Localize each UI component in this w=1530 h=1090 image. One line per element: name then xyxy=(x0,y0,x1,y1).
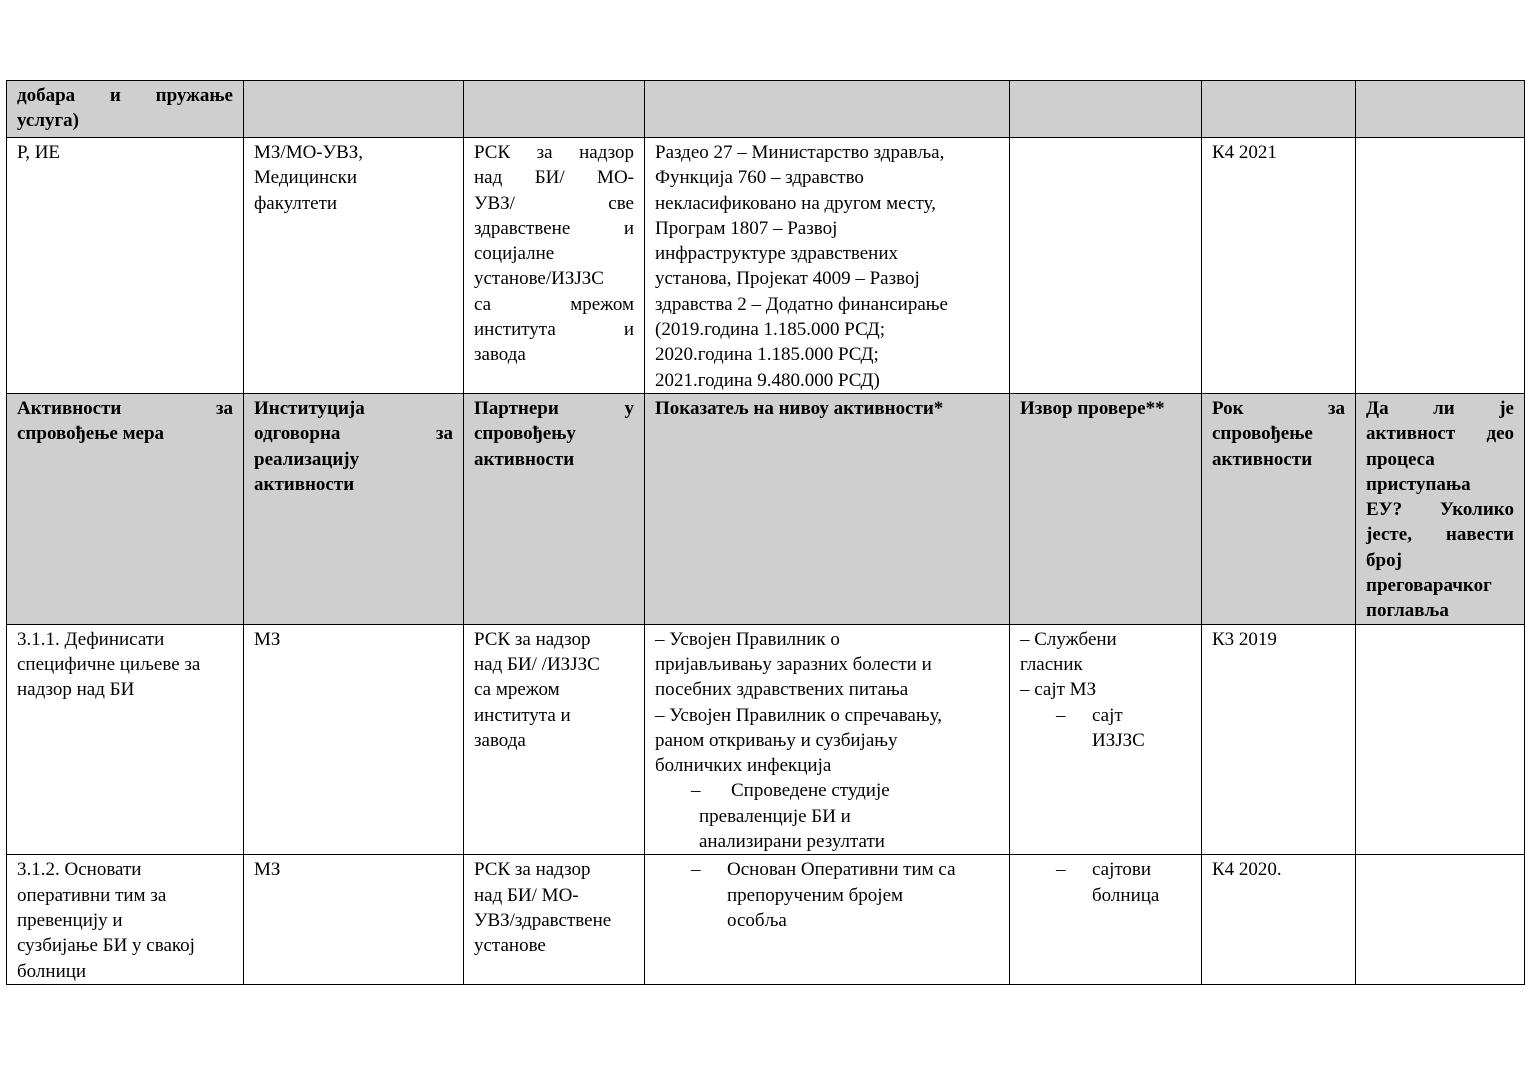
cell-verification-source xyxy=(1010,855,1202,984)
dash-bullet: – xyxy=(691,859,701,881)
bullet-item xyxy=(655,778,999,803)
text-line: – Службени xyxy=(1020,628,1117,650)
cell-responsible xyxy=(244,855,464,984)
table-row-activity xyxy=(7,624,1525,855)
cell-empty xyxy=(1010,81,1202,138)
text-line: завода xyxy=(474,344,526,366)
cell-deadline xyxy=(1202,138,1356,394)
text-line: завода xyxy=(474,729,526,751)
cell-measure-continuation xyxy=(7,81,244,138)
header-partners xyxy=(464,393,645,624)
cell-empty xyxy=(1356,138,1525,394)
activities-table xyxy=(6,80,1525,985)
table-row-continuation xyxy=(7,81,1525,138)
cell-empty xyxy=(1356,81,1525,138)
cell-partners xyxy=(464,624,645,855)
text-line: анализирани резултати xyxy=(699,831,885,853)
text-line: болница xyxy=(1092,884,1160,906)
text-line: установе xyxy=(474,935,546,957)
text-line: (2019.година 1.185.000 РСД; xyxy=(655,319,886,341)
text-line: МЗ xyxy=(254,859,281,881)
text-line: активности xyxy=(1212,448,1313,470)
bullet-item xyxy=(1020,857,1191,882)
text-line: Функција 760 – здравство xyxy=(655,167,864,189)
text-line: реализацију xyxy=(254,448,360,470)
text-line: спровођење xyxy=(1212,423,1313,445)
cell-empty xyxy=(645,81,1010,138)
text-line: посебних здравствених питања xyxy=(655,679,909,701)
cell-indicator xyxy=(645,855,1010,984)
cell-deadline xyxy=(1202,624,1356,855)
text-line: Спроведене студије xyxy=(731,780,890,802)
text-line: К4 2021 xyxy=(1212,142,1277,163)
text-line: МЗ xyxy=(254,628,281,650)
text-line: ЕУ? Уколико xyxy=(1366,499,1514,521)
bullet-item xyxy=(1020,703,1191,728)
cell-empty xyxy=(1356,855,1525,984)
text-line: болници xyxy=(17,960,87,982)
text-line: РСК за надзор xyxy=(474,142,634,163)
text-line: института и xyxy=(474,704,571,726)
dash-bullet: – xyxy=(1056,704,1066,726)
text-line: преговарачког xyxy=(1366,575,1492,597)
text-line: РСК за надзор xyxy=(474,859,591,881)
header-institution xyxy=(244,393,464,624)
header-eu-accession xyxy=(1356,393,1525,624)
text-line: активности xyxy=(254,473,355,495)
text-line: спровођење мера xyxy=(17,423,165,445)
text-line: раном откривању и сузбијању xyxy=(655,729,898,751)
text-line: специфичне циљеве за xyxy=(17,653,201,675)
text-line: над БИ/ МО- xyxy=(474,167,634,189)
text-line: превенцију и xyxy=(17,909,123,931)
text-line: јесте, навести xyxy=(1366,524,1514,546)
text-line: Програм 1807 – Развој xyxy=(655,217,838,239)
cell-empty xyxy=(1202,81,1356,138)
text-line: надзор над БИ xyxy=(17,679,135,701)
text-line: са мрежом xyxy=(474,679,560,701)
text-line: препорученим бројем xyxy=(727,884,904,906)
cell-activity xyxy=(7,624,244,855)
text-line: сајтови xyxy=(1092,859,1152,881)
text-line: 2021.година 9.480.000 РСД) xyxy=(655,369,880,391)
text-line: приступања xyxy=(1366,473,1471,495)
text-line: поглавља xyxy=(1366,600,1449,622)
text-line: Институција xyxy=(254,397,365,419)
table-row-measure xyxy=(7,138,1525,394)
text-line: МЗ/МО-УВЗ, xyxy=(254,142,364,163)
dash-bullet: – xyxy=(691,780,701,802)
cell-empty xyxy=(464,81,645,138)
cell-partners xyxy=(464,138,645,394)
header-verification-source xyxy=(1010,393,1202,624)
table-row-activity xyxy=(7,855,1525,984)
text-line: над БИ/ МО- xyxy=(474,884,579,906)
text-line: процеса xyxy=(1366,448,1435,470)
text-line: инфраструктуре здравствених xyxy=(655,243,899,265)
cell-verification-source xyxy=(1010,624,1202,855)
text-line: социјалне xyxy=(474,243,555,265)
cell-financing xyxy=(645,138,1010,394)
text-line: сајт xyxy=(1092,704,1123,726)
cell-empty xyxy=(1010,138,1202,394)
text-line: Медицински xyxy=(254,167,357,189)
text-line: Р, ИЕ xyxy=(17,142,61,163)
text-line: оперативни тим за xyxy=(17,884,167,906)
text-line: Раздео 27 – Министарство здравља, xyxy=(655,142,945,163)
text-line: активности xyxy=(474,448,575,470)
text-line: 2020.година 1.185.000 РСД; xyxy=(655,344,879,366)
text-line: К3 2019 xyxy=(1212,628,1277,650)
text-line: РСК за надзор xyxy=(474,628,591,650)
text-line: Извор провере** xyxy=(1020,397,1165,419)
text-line: гласник xyxy=(1020,653,1083,675)
text-line: сузбијање БИ у свакој xyxy=(17,935,195,957)
header-deadline xyxy=(1202,393,1356,624)
table-header-row xyxy=(7,393,1525,624)
text-line: Показатељ на нивоу активности* xyxy=(655,397,944,419)
text-line: спровођењу xyxy=(474,423,576,445)
text-line: над БИ/ /ИЗЈЗС xyxy=(474,653,600,675)
cell-deadline xyxy=(1202,855,1356,984)
text-line: установе/ИЗЈЗС xyxy=(474,268,604,290)
text-line: здравства 2 – Додатно финансирање xyxy=(655,293,948,315)
bullet-item xyxy=(655,857,999,882)
text-line: 3.1.1. Дефинисати xyxy=(17,628,165,650)
header-activities xyxy=(7,393,244,624)
text-line: – Усвојен Правилник о спречавању, xyxy=(655,704,942,726)
text-line: са мрежом xyxy=(474,293,634,315)
cell-measure-type xyxy=(7,138,244,394)
text-line: УВЗ/здравствене xyxy=(474,909,612,931)
text-line: Рок за xyxy=(1212,397,1345,419)
text-line: пријављивању заразних болести и xyxy=(655,653,932,675)
text-line: услуга) xyxy=(17,110,79,132)
text-line: УВЗ/ све xyxy=(474,192,634,214)
text-line: одговорна за xyxy=(254,423,453,445)
cell-responsible xyxy=(244,138,464,394)
header-indicator xyxy=(645,393,1010,624)
text-line: К4 2020. xyxy=(1212,859,1282,881)
text-line: Да ли је xyxy=(1366,397,1514,419)
text-line: Активности за xyxy=(17,397,233,419)
cell-partners xyxy=(464,855,645,984)
text-line: Основан Оперативни тим са xyxy=(727,859,956,881)
text-line: активност део xyxy=(1366,423,1514,445)
text-line: института и xyxy=(474,319,634,341)
text-line: преваленције БИ и xyxy=(699,805,851,827)
text-line: – сајт МЗ xyxy=(1020,679,1097,701)
dash-bullet: – xyxy=(1056,859,1066,881)
cell-empty xyxy=(244,81,464,138)
text-line: некласификовано на другом месту, xyxy=(655,192,936,214)
cell-responsible xyxy=(244,624,464,855)
text-line: факултети xyxy=(254,192,338,214)
text-line: добара и пружање xyxy=(17,85,233,106)
text-line: особља xyxy=(727,909,787,931)
cell-activity xyxy=(7,855,244,984)
cell-empty xyxy=(1356,624,1525,855)
text-line: болничких инфекција xyxy=(655,755,832,777)
text-line: Партнери у xyxy=(474,397,634,419)
text-line: ИЗЈЗС xyxy=(1092,729,1145,751)
text-line: установа, Пројекат 4009 – Развој xyxy=(655,268,920,290)
text-line: – Усвојен Правилник о xyxy=(655,628,840,650)
text-line: здравствене и xyxy=(474,217,634,239)
cell-indicator xyxy=(645,624,1010,855)
text-line: број xyxy=(1366,549,1402,571)
text-line: 3.1.2. Основати xyxy=(17,859,142,881)
